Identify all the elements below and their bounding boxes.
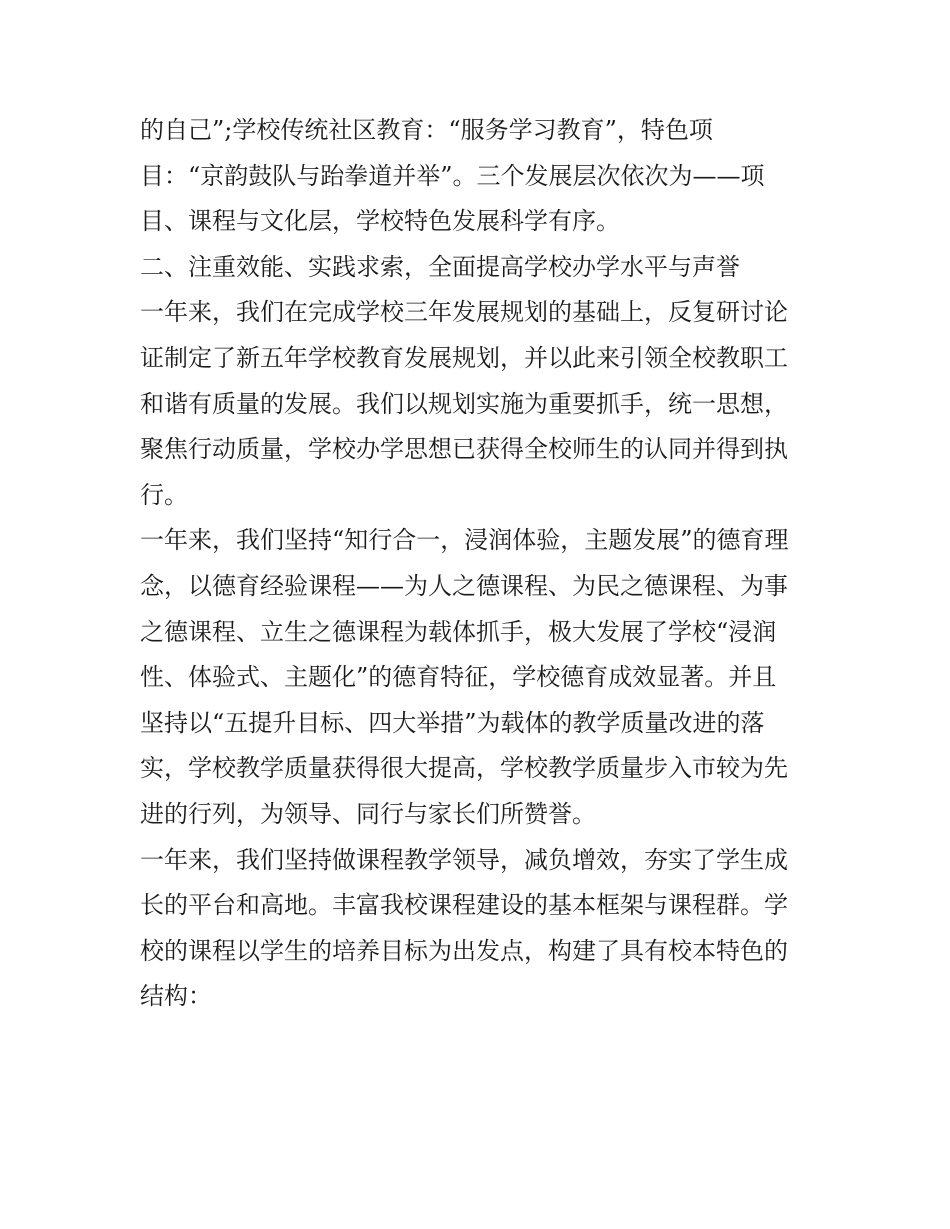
text-line: 聚焦行动质量，学校办学思想已获得全校师生的认同并得到执	[140, 435, 788, 464]
text-line: 证制定了新五年学校教育发展规划，并以此来引领全校教职工	[140, 343, 788, 372]
text-line: 行。	[140, 480, 188, 509]
text-line: 念，以德育经验课程——为人之德课程、为民之德课程、为事	[140, 571, 788, 600]
text-line: 目、课程与文化层，学校特色发展科学有序。	[140, 207, 620, 236]
text-line: 进的行列，为领导、同行与家长们所赞誉。	[140, 799, 596, 828]
text-line: 长的平台和高地。丰富我校课程建设的基本框架与课程群。学	[140, 891, 788, 920]
text-line: 校的课程以学生的培养目标为出发点，构建了具有校本特色的	[140, 936, 788, 965]
text-line: 一年来，我们在完成学校三年发展规划的基础上，反复研讨论	[140, 298, 788, 327]
text-line: 结构：	[140, 982, 212, 1011]
text-line: 坚持以“五提升目标、四大举措”为载体的教学质量改进的落	[140, 708, 765, 737]
text-line: 一年来，我们坚持“知行合一，浸润体验，主题发展”的德育理	[140, 526, 789, 555]
document-body	[140, 108, 820, 1020]
text-line: 目：“京韵鼓队与跆拳道并举”。三个发展层次依次为——项	[140, 161, 765, 190]
section-heading: 二、注重效能、实践求索，全面提高学校办学水平与声誉	[140, 252, 740, 281]
text-line: 和谐有质量的发展。我们以规划实施为重要抓手，统一思想，	[140, 389, 788, 418]
text-line: 实，学校教学质量获得很大提高，学校教学质量步入市较为先	[140, 754, 788, 783]
text-line: 之德课程、立生之德课程为载体抓手，极大发展了学校“浸润	[140, 617, 777, 646]
text-line: 性、体验式、主题化”的德育特征，学校德育成效显著。并且	[140, 663, 777, 692]
text-line: 一年来，我们坚持做课程教学领导，减负增效，夯实了学生成	[140, 845, 788, 874]
text-line: 的自己”;学校传统社区教育：“服务学习教育”，特色项	[140, 116, 713, 144]
